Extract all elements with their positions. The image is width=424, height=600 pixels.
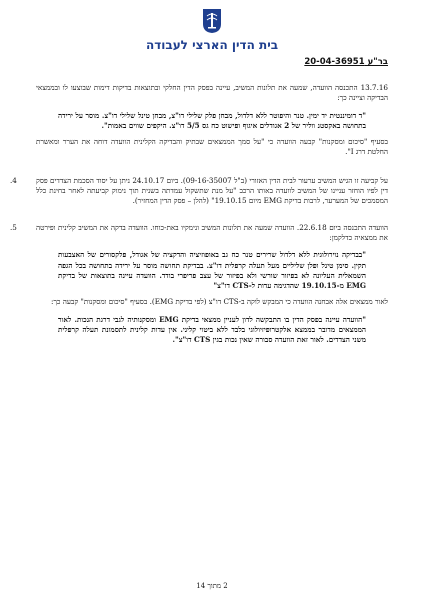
page-footer: 2 מתוך 14 [196,582,228,590]
paragraph-summary-1: בסעיף "סיכום ומסקנות" קבעה הוועדה כי "על סמך הממצאים שבתיק והבדיקה הקלינית הוועדה דוחה את הערר ומאשרת החלטת דרג I". [36,137,388,157]
quote-clinical-findings-1: "ד דומיננטית יד ימין. טנר והיפוטר ללא דלדול, מבחן פלק שלילי דו"צ, מבחן טינל שלילי דו"צ. מוסר על ירידה בתחושה באקסטנ ווליר של 2 אגודלים איגוף ופישוט כח גס 5/5 דו"צ. היקפים שווים באמות". [58,110,366,130]
paragraph-diagnosis: לאור ממצאים אלה אבחנה הוועדה כי המבקש לוקה ב-CTS דו"צ (לפי בדיקת EMG). בסעיף "סיכום ומסקנות" קבעה כך: [50,297,388,307]
section-5 [10,222,388,244]
section-number-5: 5. [10,222,17,232]
paragraph-hearing-2018: הוועדה התכנסה ביום 22.6.18. הוועדה שמעה את תלונות המשיב ונימקיו באת-כוחו. הוועדה בדקה את המשיב קלינית ופירטה את ממצאיה כדלקמן: [36,222,388,242]
court-name: בית הדין הארצי לעבודה [145,38,279,52]
paragraph-appeal: על קביעה זו הגיש המשיב ערעור לבית הדין האזורי (ב"ל 09-16-35007). ביום 24.10.17 ניתן על יסוד הסכמת הצדדים פסק דין לפיו הוחזר עניינו של המשיב לוועדה באותו הרכב "על מנת שתשקול עמדתה בשנית תוך נימוק קביעתה לאחר בחינת כלל המסמכים של המערער, לרבות בדיקת EMG מיום 19.10.15" (להלן – פסק הדין המחזיר). [36,175,388,206]
section-number-4: 4. [10,175,17,185]
quote-summary-2: "הוועדה עיינה בפסק הדין בו התבקשה לדון לעניין ממצאי בדיקת EMG ומסקנותיה לגבי דרגת הנכות. לאור הממצאים מדובר בממצא אלקטרופיזיולוגי בלבד ללא ביטוי קליני. אין עדות קלינית לתסמונת תעלה קרפלית משני הצדדים. לאור זאת הוועדה סבורה שאין נכות בגין CTS דו"צ". [58,314,366,345]
quote-clinical-findings-2: "בבדיקה נוירולוגית ללא דלדול שרירים טנר כח גב באופוזיציה והדקציה של אגודל, פלקסורים של האצבעות תקין. סימן טינל ופלן שליליים מעל תעלה קרפלית דו"צ. בבדיקת תחושה מוסר על ירידה בתחושה בכל הגפה השמאלית העליונה לא בפיזור שורשי ולא בפיזור של עצב פריפרי בודד. הוועדה עיינה בתוצאות של בדיקת EMG מ-19.10.15 שהדגימה עדות ל-CTS דו"צ" [58,250,366,291]
case-number: בר"ע 20-04-36951 [304,57,388,67]
state-emblem-icon [201,8,223,34]
section-4 [10,175,388,207]
paragraph-hearing-2016: 13.7.16 התכנסה הוועדה, שמעה את תלונות המשיב, עיינה בפסק הדין החלקי ובתוצאות בדיקות דימות שבוצעו לו ובממצאי הבדיקה וציינה כך: [36,83,388,103]
